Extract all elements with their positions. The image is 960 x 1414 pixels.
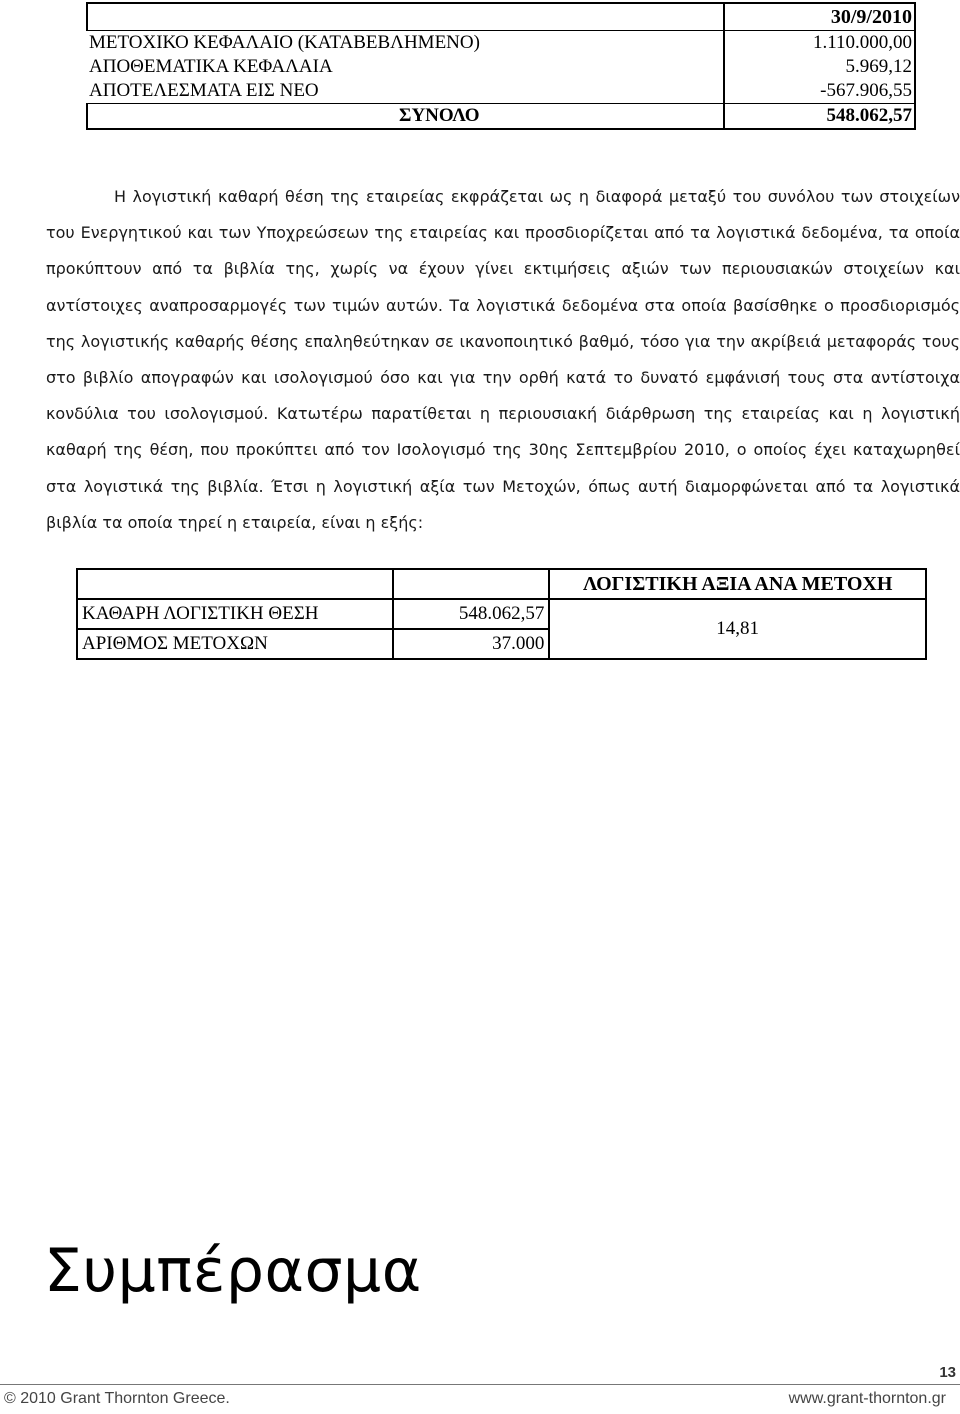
- page-number: 13: [939, 1364, 956, 1381]
- equity-row-value: -567.906,55: [724, 79, 915, 104]
- equity-total-row: [87, 104, 915, 130]
- equity-date-header: 30/9/2010: [724, 3, 915, 31]
- equity-row-value: 5.969,12: [724, 55, 915, 79]
- equity-header-blank: [87, 3, 724, 31]
- equity-row-label: ΑΠΟΤΕΛΕΣΜΑΤΑ ΕΙΣ ΝΕΟ: [89, 80, 319, 101]
- equity-row-value: 1.110.000,00: [724, 31, 915, 56]
- equity-row-label: ΜΕΤΟΧΙΚΟ ΚΕΦΑΛΑΙΟ (ΚΑΤΑΒΕΒΛΗΜΕΝΟ): [89, 32, 480, 53]
- bv-header-blank: [77, 569, 393, 599]
- table-row: [77, 569, 926, 599]
- table-row: [77, 599, 926, 629]
- footer-copyright: © 2010 Grant Thornton Greece.: [4, 1390, 230, 1407]
- bv-shares-label: ΑΡΙΘΜΟΣ ΜΕΤΟΧΩΝ: [77, 629, 393, 659]
- table-row: [87, 55, 915, 79]
- section-heading: Συμπέρασμα: [44, 1236, 422, 1306]
- table-row: [87, 79, 915, 104]
- bv-shares-value: 37.000: [393, 629, 549, 659]
- bv-header-blank-2: [393, 569, 549, 599]
- equity-header-row: [87, 3, 915, 31]
- book-value-table: [76, 568, 927, 660]
- table-row: [87, 31, 915, 56]
- equity-table: [86, 2, 916, 130]
- bv-net-value: 548.062,57: [393, 599, 549, 629]
- equity-total-value: 548.062,57: [724, 104, 915, 130]
- bv-net-label: ΚΑΘΑΡΗ ΛΟΓΙΣΤΙΚΗ ΘΕΣΗ: [77, 599, 393, 629]
- equity-total-label: ΣΥΝΟΛΟ: [87, 104, 724, 130]
- footer-website: www.grant-thornton.gr: [788, 1390, 946, 1407]
- footer-divider: [0, 1384, 960, 1385]
- body-paragraph: Η λογιστική καθαρή θέση της εταιρείας εκφράζεται ως η διαφορά μεταξύ του συνόλου των στοιχείων του Ενεργητικού και των Υποχρεώσεων της εταιρείας και προσδιορίζεται από τα λογιστικά δεδομένα, τα οποία προκύπτουν από τα βιβλία της, χωρίς να έχουν γίνει εκτιμήσεις αξιών των περιουσιακών στοιχείων και αντίστοιχες αναπροσαρμογές των τιμών αυτών. Τα λογιστικά δεδομένα στα οποία βασίσθηκε ο προσδιορισμός της λογιστικής καθαρής θέσης επαληθεύτηκαν σε ικανοποιητικό βαθμό, τόσο για την ακρίβειά μεταφοράς τους στο βιβλίο απογραφών και ισολογισμού όσο και για την ορθή κατά το δυνατό εμφάνισή τους στα αντίστοιχα κονδύλια του ισολογισμού. Κατωτέρω παρατίθεται η περιουσιακή διάρθρωση της εταιρείας και η λογιστική καθαρή της θέση, που προκύπτει από τον Ισολογισμό της 30ης Σεπτεμβρίου 2010, ο οποίος έχει καταχωρηθεί στα λογιστικά της βιβλία. Έτσι η λογιστική αξία των Μετοχών, όπως αυτή διαμορφώνεται από τα λογιστικά βιβλία τα οποία τηρεί η εταιρεία, είναι η εξής:: [46, 187, 960, 532]
- bv-per-share-value: 14,81: [549, 599, 926, 659]
- bv-per-share-header: ΛΟΓΙΣΤΙΚΗ ΑΞΙΑ ΑΝΑ ΜΕΤΟΧΗ: [549, 569, 926, 599]
- equity-row-label: ΑΠΟΘΕΜΑΤΙΚΑ ΚΕΦΑΛΑΙΑ: [89, 56, 333, 77]
